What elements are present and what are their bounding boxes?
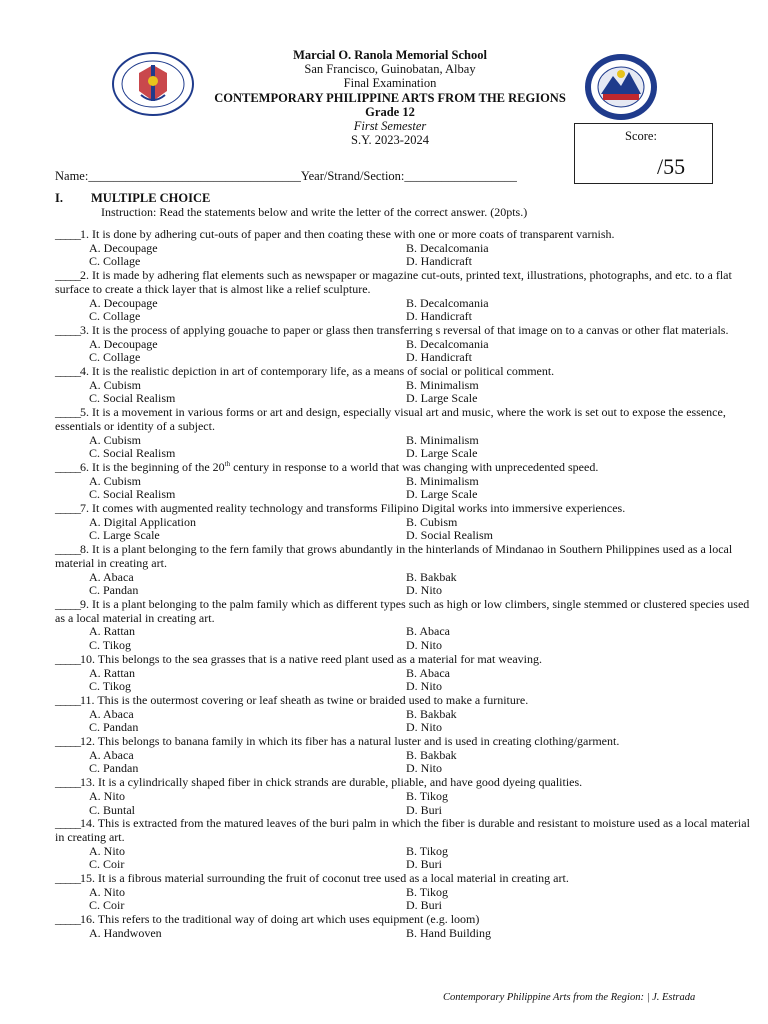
choice-a: A. Abaca xyxy=(89,706,134,721)
choice-a: A. Rattan xyxy=(89,624,135,639)
choice-a: A. Abaca xyxy=(89,569,134,584)
choice-c: C. Large Scale xyxy=(89,528,160,543)
choice-d: D. Large Scale xyxy=(406,391,478,406)
choice-grid xyxy=(55,749,755,776)
choice-c: C. Collage xyxy=(89,350,141,365)
subject-title: CONTEMPORARY PHILIPPINE ARTS FROM THE REGIONS xyxy=(214,90,566,105)
answer-blank[interactable]: _____ xyxy=(55,692,80,707)
choice-c: C. Collage xyxy=(89,309,141,324)
answer-blank[interactable]: _____ xyxy=(55,322,80,337)
choice-d: D. Nito xyxy=(406,761,442,776)
question-item xyxy=(55,872,755,913)
question-stem: _____16. This refers to the traditional way of doing art which uses equipment (e.g. loom) xyxy=(55,912,480,927)
question-item xyxy=(55,461,755,502)
question-stem: _____12. This belongs to banana family in which its fiber has a natural luster and is used in creating clothing/garment. xyxy=(55,734,620,749)
question-stem: _____4. It is the realistic depiction in art of contemporary life, as a means of social or political comment. xyxy=(55,364,555,379)
question-stem: _____11. This is the outermost covering or leaf sheath as twine or braided used to make a furniture. xyxy=(55,692,529,707)
question-stem: _____13. It is a cylindrically shaped fiber in chick strands are durable, pliable, and have good dyeing qualities. xyxy=(55,775,583,790)
choice-grid xyxy=(55,475,755,502)
choice-c: C. Collage xyxy=(89,254,141,269)
choice-b: B. Tikog xyxy=(406,788,449,803)
choice-a: A. Cubism xyxy=(89,473,142,488)
question-item xyxy=(55,598,755,653)
choice-d: D. Buri xyxy=(406,898,442,913)
school-year: S.Y. 2023-2024 xyxy=(351,133,429,148)
answer-blank[interactable]: _____ xyxy=(55,459,80,474)
choice-grid xyxy=(55,516,755,543)
answer-blank[interactable]: _____ xyxy=(55,651,80,666)
choice-d: D. Nito xyxy=(406,638,442,653)
choice-grid xyxy=(55,708,755,735)
answer-blank[interactable]: _____ xyxy=(55,871,80,886)
choice-b: B. Bakbak xyxy=(406,747,457,762)
choice-d: D. Social Realism xyxy=(406,528,493,543)
semester: First Semester xyxy=(353,119,427,134)
answer-blank[interactable]: _____ xyxy=(55,775,80,790)
choice-grid xyxy=(55,790,755,817)
question-stem: _____3. It is the process of applying gouache to paper or glass then transferring s reversal of that image on to a canvas or other flat materials. xyxy=(55,322,729,337)
question-list xyxy=(55,228,755,941)
question-stem: _____6. It is the beginning of the 20th century in response to a world that was changing with unprecedented speed. xyxy=(55,459,599,474)
choice-grid xyxy=(55,434,755,461)
choice-a: A. Cubism xyxy=(89,377,142,392)
choice-b: B. Minimalism xyxy=(406,432,479,447)
question-stem: _____14. This is extracted from the matured leaves of the buri palm in which the fiber is durable and resistant to moisture used as a local material in creating art. xyxy=(55,816,750,844)
choice-a: A. Nito xyxy=(89,884,125,899)
choice-b: B. Decalcomania xyxy=(406,240,489,255)
question-stem: _____8. It is a plant belonging to the fern family that grows abundantly in the hinterlands of Mindanao in Southern Philippines used as a local material in creating art. xyxy=(55,542,733,570)
question-item xyxy=(55,502,755,543)
choice-a: A. Nito xyxy=(89,843,125,858)
choice-b: B. Minimalism xyxy=(406,377,479,392)
question-item xyxy=(55,653,755,694)
choice-c: C. Coir xyxy=(89,898,125,913)
choice-b: B. Decalcomania xyxy=(406,336,489,351)
choice-c: C. Buntal xyxy=(89,802,136,817)
answer-blank[interactable]: _____ xyxy=(55,734,80,749)
answer-blank[interactable]: _____ xyxy=(55,364,80,379)
section-number: I. xyxy=(55,191,63,205)
page-footer: Contemporary Philippine Arts from the Region: | J. Estrada xyxy=(443,992,696,1003)
choice-grid xyxy=(55,297,755,324)
choice-c: C. Tikog xyxy=(89,679,132,694)
choice-d: D. Large Scale xyxy=(406,446,478,461)
section-instruction: Instruction: Read the statements below and write the letter of the correct answer. (20pts.) xyxy=(101,205,528,219)
answer-blank[interactable]: _____ xyxy=(55,912,80,927)
choice-a: A. Rattan xyxy=(89,665,135,680)
answer-blank[interactable]: _____ xyxy=(55,542,80,557)
choice-a: A. Cubism xyxy=(89,432,142,447)
question-stem: _____9. It is a plant belonging to the palm family which as different types such as high or low climbers, single stemmed or clustered species used as a local material in creating art. xyxy=(55,596,750,625)
answer-blank[interactable]: _____ xyxy=(55,501,80,516)
question-item xyxy=(55,365,755,406)
choice-d: D. Nito xyxy=(406,720,442,735)
choice-b: B. Bakbak xyxy=(406,706,457,721)
choice-b: B. Abaca xyxy=(406,665,450,680)
answer-blank[interactable]: _____ xyxy=(55,227,80,241)
choice-grid xyxy=(55,886,755,913)
choice-c: C. Tikog xyxy=(89,638,132,653)
school-address: San Francisco, Guinobatan, Albay xyxy=(304,62,476,77)
section-heading xyxy=(55,191,210,206)
section-title: MULTIPLE CHOICE xyxy=(91,191,211,205)
choice-d: D. Handicraft xyxy=(406,309,472,324)
choice-d: D. Buri xyxy=(406,802,442,817)
question-stem: _____15. It is a fibrous material surrounding the fruit of coconut tree used as a local material in creating art. xyxy=(55,871,569,886)
question-item xyxy=(55,324,755,365)
exam-header xyxy=(180,48,600,147)
score-box xyxy=(574,123,713,184)
choice-c: C. Social Realism xyxy=(89,446,176,461)
question-item xyxy=(55,269,755,324)
choice-b: B. Cubism xyxy=(406,514,458,529)
score-total: /55 xyxy=(657,154,686,179)
choice-c: C. Pandan xyxy=(89,761,139,776)
choice-b: B. Minimalism xyxy=(406,473,479,488)
answer-blank[interactable]: _____ xyxy=(55,596,80,611)
choice-d: D. Buri xyxy=(406,857,442,872)
choice-b: B. Abaca xyxy=(406,624,450,639)
choice-b: B. Decalcomania xyxy=(406,295,489,310)
question-stem: _____2. It is made by adhering flat elements such as newspaper or magazine cut-outs, printed text, illustrations, photographs, and etc. to a flat surface to create a thick layer that is almost like a relief sculpture. xyxy=(55,268,732,296)
school-name: Marcial O. Ranola Memorial School xyxy=(293,48,487,62)
question-item xyxy=(55,817,755,872)
question-stem: _____1. It is done by adhering cut-outs of paper and then coating these with one or more coats of transparent varnish. xyxy=(55,227,615,241)
question-item xyxy=(55,694,755,735)
choice-b: B. Bakbak xyxy=(406,569,457,584)
choice-grid xyxy=(55,571,755,598)
choice-a: A. Handwoven xyxy=(89,925,162,940)
choice-c: C. Pandan xyxy=(89,583,139,598)
answer-blank[interactable]: _____ xyxy=(55,405,80,420)
question-item xyxy=(55,543,755,598)
grade-level: Grade 12 xyxy=(365,104,415,119)
choice-c: C. Coir xyxy=(89,857,125,872)
choice-d: D. Nito xyxy=(406,583,442,598)
choice-a: A. Decoupage xyxy=(89,336,158,351)
choice-grid xyxy=(55,845,755,872)
question-stem: _____10. This belongs to the sea grasses that is a native reed plant used as a material for mat weaving. xyxy=(55,651,542,666)
choice-d: D. Handicraft xyxy=(406,350,472,365)
answer-blank[interactable]: _____ xyxy=(55,816,80,831)
choice-a: A. Digital Application xyxy=(89,514,196,529)
choice-c: C. Social Realism xyxy=(89,391,176,406)
choice-d: D. Handicraft xyxy=(406,254,472,269)
choice-grid xyxy=(55,667,755,694)
choice-grid xyxy=(55,927,755,941)
choice-grid xyxy=(55,625,755,652)
answer-blank[interactable]: _____ xyxy=(55,268,80,283)
choice-a: A. Nito xyxy=(89,788,125,803)
question-item xyxy=(55,406,755,461)
choice-a: A. Abaca xyxy=(89,747,134,762)
question-stem: _____5. It is a movement in various forms or art and design, especially visual art and music, where the work is set out to expose the essence, essentials or identity of a subject. xyxy=(55,405,726,433)
question-item xyxy=(55,913,755,940)
choice-grid xyxy=(55,242,755,269)
student-info-line[interactable]: Name:__________________________________Year/Strand/Section:__________________ xyxy=(55,169,517,183)
choice-a: A. Decoupage xyxy=(89,240,158,255)
choice-c: C. Social Realism xyxy=(89,487,176,502)
exam-type: Final Examination xyxy=(343,76,437,91)
choice-d: D. Nito xyxy=(406,679,442,694)
score-label: Score: xyxy=(625,129,657,143)
choice-b: B. Tikog xyxy=(406,843,449,858)
choice-c: C. Pandan xyxy=(89,720,139,735)
choice-b: B. Hand Building xyxy=(406,925,492,940)
choice-b: B. Tikog xyxy=(406,884,449,899)
question-item xyxy=(55,228,755,269)
choice-grid xyxy=(55,338,755,365)
question-stem: _____7. It comes with augmented reality technology and transforms Filipino Digital works into immersive experiences. xyxy=(55,501,626,516)
choice-grid xyxy=(55,379,755,406)
question-item xyxy=(55,735,755,776)
question-item xyxy=(55,776,755,817)
choice-a: A. Decoupage xyxy=(89,295,158,310)
choice-d: D. Large Scale xyxy=(406,487,478,502)
